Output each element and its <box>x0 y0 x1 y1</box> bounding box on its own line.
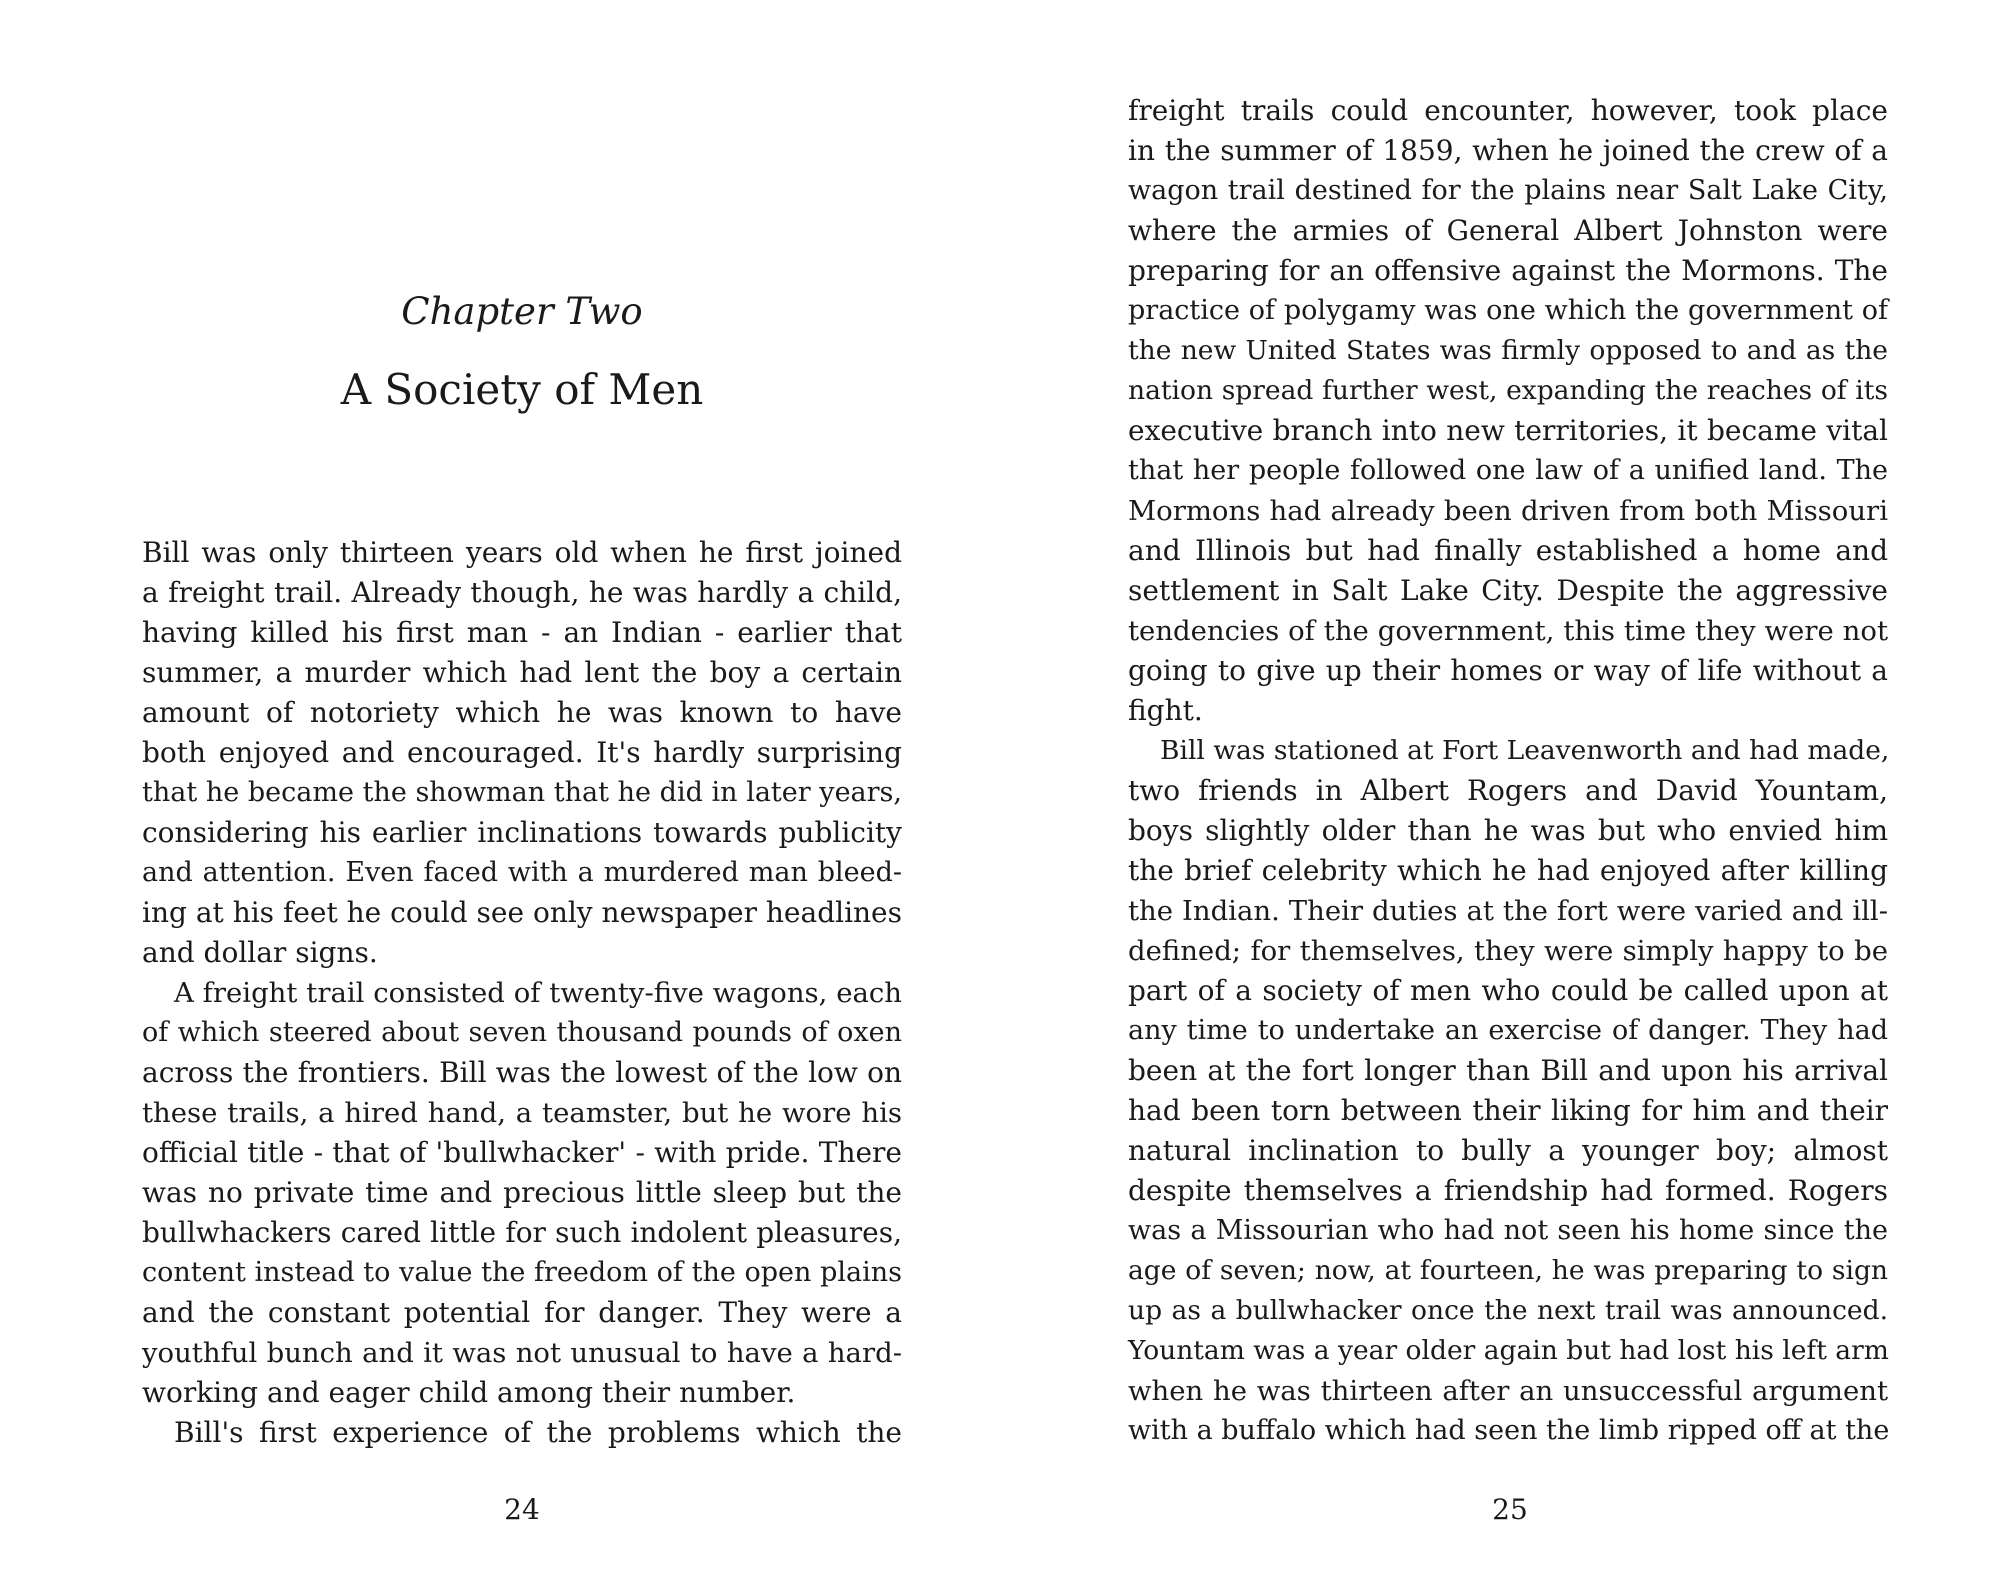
right-page <box>1000 0 2000 1588</box>
text-line: content instead to value the freedom of the open plains <box>142 1257 902 1288</box>
text-line: bullwhackers cared little for such indolent pleasures, <box>142 1216 902 1249</box>
text-line: freight trails could encounter, however, took place <box>1128 94 1888 127</box>
text-line: age of seven; now, at fourteen, he was preparing to sign <box>1128 1255 1888 1286</box>
text-line: that he became the showman that he did in later years, <box>142 777 902 808</box>
text-line: Mormons had already been driven from both Missouri <box>1128 495 1888 527</box>
text-line: executive branch into new territories, it became vital <box>1128 414 1888 447</box>
text-line: A freight trail consisted of twenty-five wagons, each <box>174 977 902 1009</box>
text-line: youthful bunch and it was not unusual to have a hard- <box>142 1337 902 1369</box>
text-line: boys slightly older than he was but who envied him <box>1128 814 1888 847</box>
text-line: Bill's first experience of the problems which the <box>174 1416 902 1449</box>
text-line: part of a society of men who could be called upon at <box>1128 974 1888 1007</box>
text-line: with a buffalo which had seen the limb ripped off at the <box>1128 1415 1890 1446</box>
text-line: had been torn between their liking for him and their <box>1128 1094 1888 1127</box>
text-line: the Indian. Their duties at the fort were varied and ill- <box>1128 895 1888 927</box>
text-line: summer, a murder which had lent the boy a certain <box>142 656 902 689</box>
text-line: that her people followed one law of a unified land. The <box>1128 455 1888 486</box>
text-line: despite themselves a friendship had formed. Rogers <box>1128 1174 1888 1207</box>
text-line: Bill was only thirteen years old when he first joined <box>142 536 902 569</box>
text-line: going to give up their homes or way of life without a <box>1128 654 1888 687</box>
text-line: two friends in Albert Rogers and David Yountam, <box>1128 774 1888 807</box>
text-line: was a Missourian who had not seen his home since the <box>1128 1215 1888 1246</box>
text-line: across the frontiers. Bill was the lowest of the low on <box>142 1056 902 1089</box>
text-line: the brief celebrity which he had enjoyed after killing <box>1128 854 1888 887</box>
text-line: in the summer of 1859, when he joined the crew of a <box>1128 134 1888 167</box>
text-line: the new United States was firmly opposed to and as the <box>1128 335 1888 366</box>
right-body-text <box>1128 91 1888 1451</box>
text-line: defined; for themselves, they were simply happy to be <box>1128 935 1888 967</box>
text-line: both enjoyed and encouraged. It's hardly surprising <box>142 736 902 769</box>
text-line: practice of polygamy was one which the government of <box>1128 295 1888 326</box>
text-line: tendencies of the government, this time they were not <box>1128 615 1888 647</box>
text-line: settlement in Salt Lake City. Despite the aggressive <box>1128 574 1888 607</box>
text-line: preparing for an offensive against the Mormons. The <box>1128 254 1888 287</box>
page-number: 25 <box>1492 1493 1528 1526</box>
text-line: natural inclination to bully a younger boy; almost <box>1128 1134 1888 1167</box>
text-line: Yountam was a year older again but had lost his left arm <box>1128 1335 1889 1366</box>
text-line: having killed his first man - an Indian - earlier that <box>142 616 902 649</box>
text-line: any time to undertake an exercise of danger. They had <box>1128 1015 1888 1046</box>
text-line: wagon trail destined for the plains near Salt Lake City, <box>1128 175 1888 206</box>
text-line: ing at his feet he could see only newspaper headlines <box>142 896 902 929</box>
text-line: considering his earlier inclinations towards publicity <box>142 816 902 849</box>
text-line: been at the fort longer than Bill and upon his arrival <box>1128 1054 1888 1087</box>
text-line: and the constant potential for danger. They were a <box>142 1296 902 1329</box>
text-line: amount of notoriety which he was known to have <box>142 696 902 729</box>
text-line: Bill was stationed at Fort Leavenworth and had made, <box>1160 735 1890 766</box>
page-number: 24 <box>504 1493 540 1526</box>
text-line: nation spread further west, expanding the reaches of its <box>1128 375 1888 406</box>
chapter-title: A Society of Men <box>340 365 704 414</box>
text-line: was no private time and precious little sleep but the <box>142 1176 902 1209</box>
text-line: and Illinois but had finally established a home and <box>1128 534 1888 567</box>
text-line: fight. <box>1128 694 1203 727</box>
text-line: and dollar signs. <box>142 936 378 969</box>
left-body-text <box>142 533 902 1453</box>
text-line: up as a bullwhacker once the next trail was announced. <box>1128 1295 1888 1326</box>
text-line: official title - that of 'bullwhacker' - with pride. There <box>142 1136 902 1169</box>
text-line: and attention. Even faced with a murdered man bleed- <box>142 857 902 888</box>
text-line: working and eager child among their number. <box>142 1376 796 1409</box>
chapter-label: Chapter Two <box>401 290 643 333</box>
text-line: where the armies of General Albert Johnston were <box>1128 214 1888 247</box>
text-line: when he was thirteen after an unsuccessful argument <box>1128 1375 1888 1407</box>
text-line: a freight trail. Already though, he was hardly a child, <box>142 576 902 609</box>
text-line: these trails, a hired hand, a teamster, but he wore his <box>142 1097 902 1129</box>
text-line: of which steered about seven thousand pounds of oxen <box>142 1017 902 1048</box>
